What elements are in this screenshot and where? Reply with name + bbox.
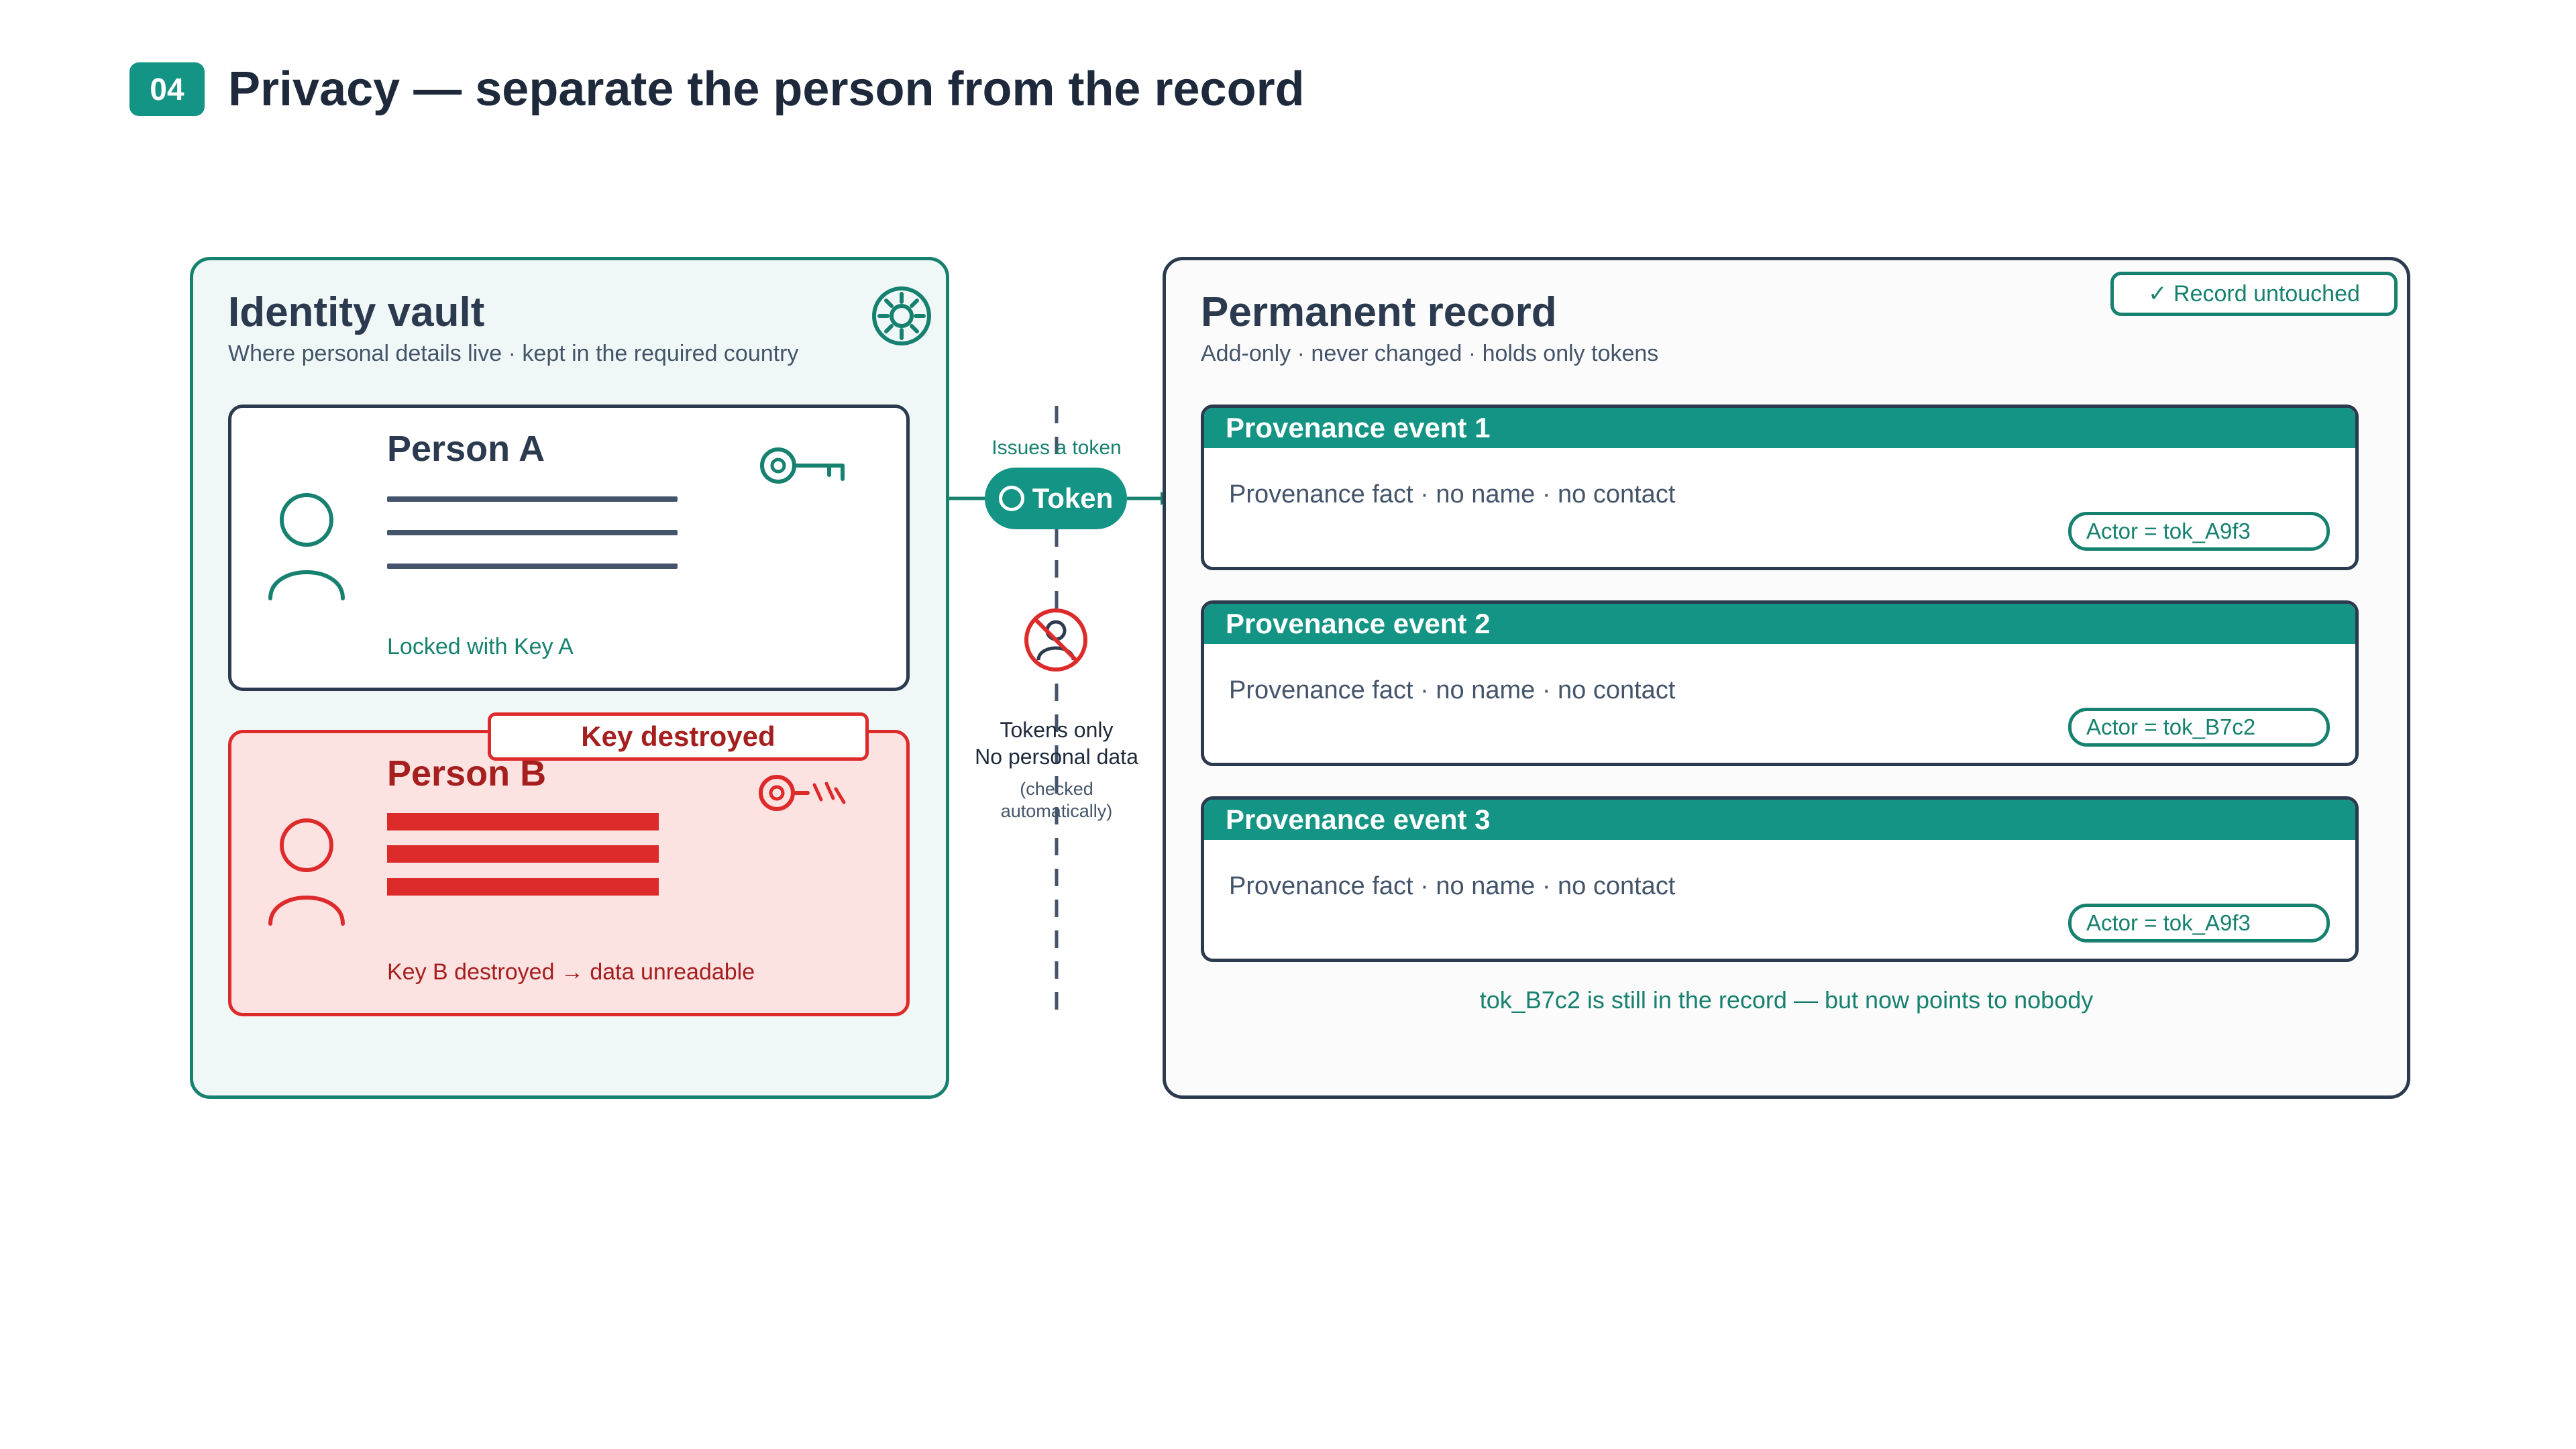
record-footnote: tok_B7c2 is still in the record — but now points to nobody (1479, 986, 2094, 1014)
tokens-only-note (953, 716, 1161, 770)
record-title: Permanent record (1201, 289, 1557, 335)
provenance-event-card (1201, 405, 2359, 570)
event-title: Provenance event 2 (1204, 604, 2355, 644)
provenance-event-card (1201, 796, 2359, 962)
key-destroyed-badge: Key destroyed (488, 712, 869, 761)
automatically-line: automatically) (1000, 801, 1113, 821)
event-title: Provenance event 1 (1204, 408, 2355, 448)
person-b-name: Person B (387, 753, 547, 794)
person-a-name: Person A (387, 429, 545, 469)
no-personal-data-line: No personal data (975, 745, 1138, 769)
token-ring-icon (999, 486, 1024, 511)
tokens-only-line: Tokens only (1000, 718, 1114, 742)
token-label: Token (1032, 482, 1114, 514)
event-fact: Provenance fact · no name · no contact (1229, 480, 1676, 508)
checked-line: (checked (1020, 779, 1093, 799)
actor-token-badge: Actor = tok_B7c2 (2068, 708, 2330, 747)
provenance-event-card (1201, 600, 2359, 766)
record-untouched-badge: ✓ Record untouched (2110, 272, 2398, 316)
person-a-caption: Locked with Key A (387, 634, 574, 659)
event-title: Provenance event 3 (1204, 800, 2355, 840)
vault-subtitle: Where personal details live · kept in the required country (228, 341, 799, 366)
token-pill (985, 468, 1127, 529)
event-fact: Provenance fact · no name · no contact (1229, 676, 1676, 704)
actor-token-badge: Actor = tok_A9f3 (2068, 512, 2330, 551)
step-badge: 04 (129, 62, 205, 116)
actor-token-badge: Actor = tok_A9f3 (2068, 904, 2330, 943)
person-b-caption: Key B destroyed → data unreadable (387, 959, 755, 985)
checked-automatically-note (953, 778, 1161, 822)
page-title: Privacy — separate the person from the record (228, 62, 1305, 116)
vault-title: Identity vault (228, 289, 485, 335)
event-fact: Provenance fact · no name · no contact (1229, 872, 1676, 900)
record-subtitle: Add-only · never changed · holds only tokens (1201, 341, 1659, 366)
issues-token-label: Issues a token (991, 437, 1122, 459)
no-person-icon (1022, 606, 1089, 674)
